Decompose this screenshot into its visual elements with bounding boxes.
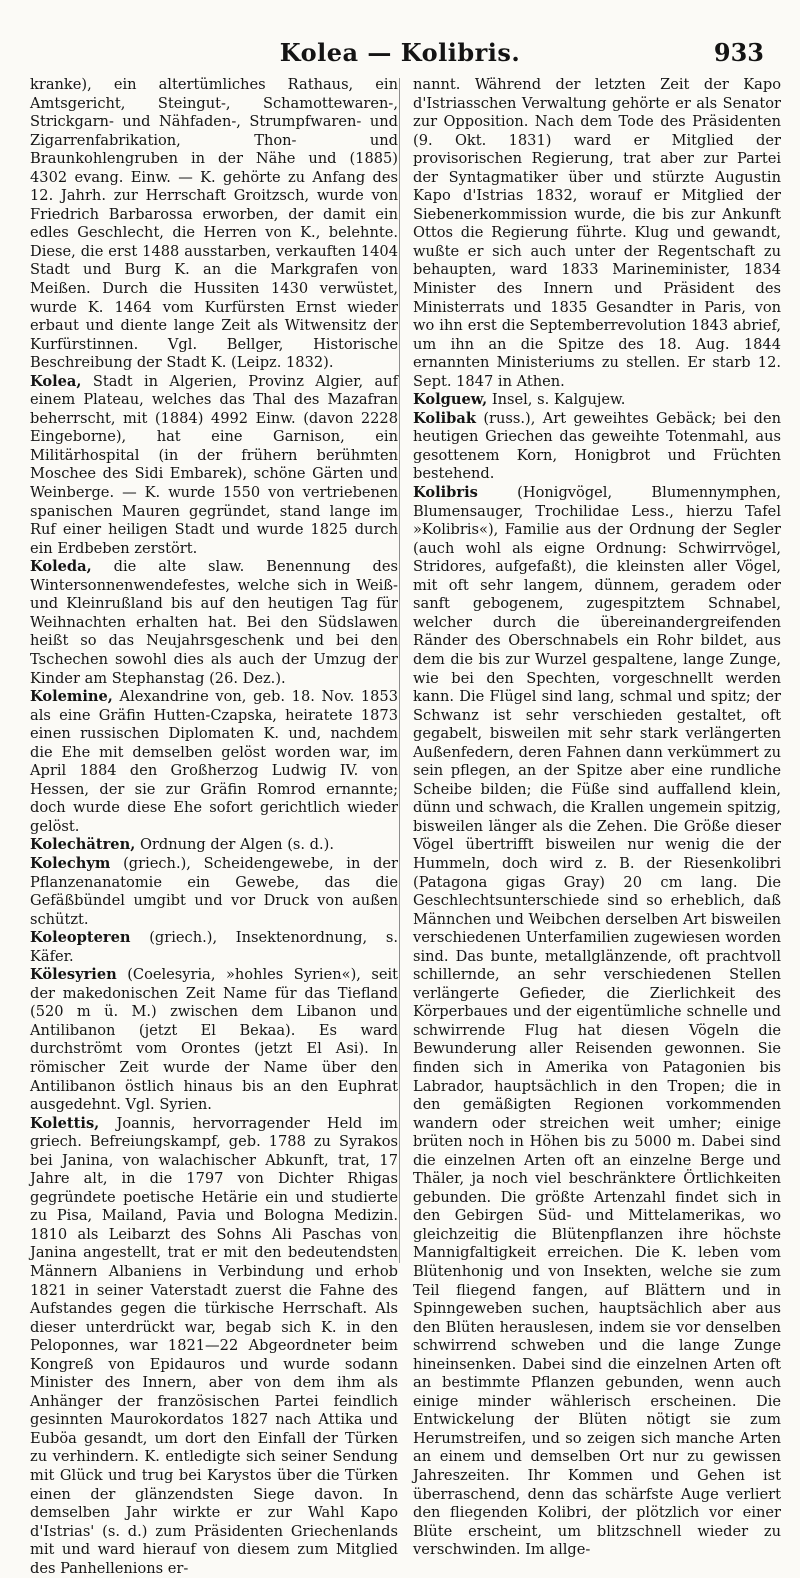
headword: Kolechym [30,854,111,872]
entry-kolea: Kolea, Stadt in Algerien, Provinz Algier, auf einem Plateau, welches das Thal des Mazafran beherrscht, mit (1884) 4992 Einw. (davon 2228 Eingeborne), hat eine Garnison, ein Militärhospital (in der frühern berühmten Moschee des Sidi Embarek), schöne Gärten und Weinberge. — K. wurde 1550 von vertriebenen spanischen Mauren gegründet, stand lange im Ruf einer heiligen Stadt und wurde 1825 durch ein Erdbeben zerstört. [30,372,398,557]
column-divider [399,78,400,1263]
headword: Koleopteren [30,929,131,947]
headword: Kolguew, [413,391,488,409]
entry-continuation: nannt. Während der letzten Zeit der Kapo d'Istriasschen Verwaltung gehörte er als Senator zur Opposition. Nach dem Tode des Präsidenten (9. Okt. 1831) ward er Mitglied der provisorischen Regierung, trat aber zur Partei der Syntagmatiker über und stürzte Augustin Kapo d'Istrias 1832, worauf er Mitglied der Siebenerkommission wurde, die bis zur Ankunft Ottos die Regierung führte. Klug und gewandt, wußte er sich auch unter der Regentschaft zu behaupten, ward 1833 Marineminister, 1834 Minister des Innern und Präsident des Ministerrats und 1835 Gesandter in Paris, von wo ihn erst die Septemberrevolution 1843 abrief, um ihn an die Spitze des 18. Aug. 1844 ernannten Ministeriums zu stellen. Er starb 12. Sept. 1847 in Athen. [413,76,781,390]
headword: Kolibak [413,409,476,427]
running-head: Kolea — Kolibris. [279,38,521,67]
entry-kolettis: Kolettis, Joannis, hervorragender Held im griech. Befreiungskampf, geb. 1788 zu Syrakos bei Janina, von walachischer Abkunft, trat, 17 Jahre alt, in die 1797 von Dichter Rhigas gegründete poetische Hetärie ein und studierte zu Pisa, Mailand, Pavia und Bologna Medizin. 1810 als Leibarzt des Sohns Ali Paschas von Janina angestellt, trat er mit den bedeutendsten Männern Albaniens in Verbindung und erhob 1821 in seiner Vaterstadt zuerst die Fahne des Aufstandes gegen die türkische Herrschaft. Als dieser unterdrückt war, begab sich K. in den Peloponnes, war 1821—22 Abgeordneter beim Kongreß von Epidauros und wurde sodann Minister des Innern, aber von dem ihm als Anhänger der französischen Partei feindlich gesinnten Maurokordatos 1827 nach Attika und Euböa gesandt, um dort den Einfall der Türken zu verhindern. K. entledigte sich seiner Sendung mit Glück und trug bei Karystos über die Türken einen der glänzendsten Siege davon. In demselben Jahr wirkte er zur Wahl Kapo d'Istrias' (s. d.) zum Präsidenten Griechenlands mit und ward hierauf von diesem zum Mitglied des Panhellenions er- [30,1114,398,1577]
headword: Kolemine, [30,688,113,706]
entry-kolemine: Kolemine, Alexandrine von, geb. 18. Nov. 1853 als eine Gräfin Hutten-Czapska, heiratete 1873 einen russischen Diplomaten K. und, nachdem die Ehe mit demselben gelöst worden war, im April 1884 den Großherzog Ludwig IV. von Hessen, der sie zur Gräfin Romrod ernannte; doch wurde diese Ehe sofort gerichtlich wieder gelöst. [30,688,398,835]
headword: Kolettis, [30,1114,100,1132]
entry-koleda: Koleda, die alte slaw. Benennung des Wintersonnenwendefestes, welche sich in Weiß- und Kleinrußland bis auf den heutigen Tag für Weihnachten erhalten hat. Bei den Südslawen heißt so das Neujahrsgeschenk und bei den Tschechen sowohl dies als auch der Umzug der Kinder am Stephanstag (26. Dez.). [30,558,398,687]
entry-kolechaetren: Kolechätren, Ordnung der Algen (s. d.). [30,836,334,854]
entry-koelesyrien: Kölesyrien (Coelesyria, »hohles Syrien«), seit der makedonischen Zeit Name für das Tiefland (520 m ü. M.) zwischen dem Libanon und Antilibanon (jetzt El Bekaa). Es ward durchströmt vom Orontes (jetzt El Asi). In römischer Zeit wurde der Name über den Antilibanon östlich hinaus bis an den Euphrat ausgedehnt. Vgl. Syrien. [30,966,398,1114]
entry-koleopteren: Koleopteren (griech.), Insektenordnung, s. Käfer. [30,929,398,965]
entry-kolibak: Kolibak (russ.), Art geweihtes Gebäck; bei den heutigen Griechen das geweihte Totenmahl, aus gesottenem Korn, Honigbrot und Früchten bestehend. [413,409,782,483]
headword: Kölesyrien [30,966,117,984]
headword: Koleda, [30,558,92,576]
entry-continuation: kranke), ein altertümliches Rathaus, ein Amtsgericht, Steingut-, Schamottewaren-, Strickgarn- und Nähfaden-, Strumpfwaren- und Zigarrenfabrikation, Thon- und Braunkohlengruben in der Nähe und (1885) 4302 evang. Einw. — K. gehörte zu Anfang des 12. Jahrh. zur Herrschaft Groitzsch, wurde von Friedrich Barbarossa erworben, der damit ein edles Geschlecht, die Herren von K., belehnte. Diese, die erst 1488 ausstarben, verkauften 1404 Stadt und Burg K. an die Markgrafen von Meißen. Durch die Hussiten 1430 verwüstet, wurde K. 1464 vom Kurfürsten Ernst wieder erbaut und diente lange Zeit als Witwensitz der Kurfürstinnen. Vgl. Bellger, Historische Beschreibung der Stadt K. (Leipz. 1832). [30,76,398,372]
entry-kolguew: Kolguew, Insel, s. Kalgujew. [413,391,626,409]
headword: Kolibris [413,484,478,502]
entry-kolibris: Kolibris (Honigvögel, Blumennymphen, Blumensauger, Trochilidae Less., hierzu Tafel »Kolibris«), Familie aus der Ordnung der Segler (auch wohl als eigne Ordnung: Schwirrvögel, Stridores, aufgefaßt), die kleinsten aller Vögel, mit oft sehr langem, dünnem, geradem oder sanft gebogenem, zugespitztem Schnabel, welcher durch die übereinandergreifenden Ränder des Oberschnabels ein Rohr bildet, aus dem die bis zur Wurzel gespaltene, lange Zunge, wie bei den Spechten, vorgeschnellt werden kann. Die Flügel sind lang, schmal und spitz; der Schwanz ist sehr verschieden gestaltet, oft gegabelt, bisweilen mit sehr stark verlängerten Außenfedern, deren Fahnen dann verkümmert zu sein pflegen, an der Spitze aber eine rundliche Scheibe bilden; die Füße sind auffallend klein, dünn und schwach, die Krallen ungemein spitzig, bisweilen länger als die Zehen. Die Größe dieser Vögel übertrifft bisweilen nur wenig die der Hummeln, doch wird z. B. der Riesenkolibri (Patagona gigas Gray) 20 cm lang. Die Geschlechtsunterschiede sind so erheblich, daß Männchen und Weibchen derselben Art bisweilen verschiedenen Unterfamilien zugewiesen worden sind. Das bunte, metallglänzende, oft prachtvoll schillernde, an sehr verschiedenen Stellen verlängerte Gefieder, die Zierlichkeit des Körperbaues und der eigentümliche schnelle und schwirrende Flug hat diesen Vögeln die Bewunderung aller Reisenden gewonnen. Sie finden sich in Amerika von Patagonien bis Labrador, hauptsächlich in den Tropen; die in den gemäßigten Regionen vorkommenden wandern oder streichen weit umher; einige brüten noch in Höhen bis zu 5000 m. Dabei sind die einzelnen Arten oft an einzelne Berge und Thäler, ja noch viel beschränktere Örtlichkeiten gebunden. Die größte Artenzahl findet sich in den Gebirgen Süd- und Mittelamerikas, wo gleichzeitig die Blütenpflanzen ihre höchste Mannigfaltigkeit erreichen. Die K. leben vom Blütenhonig und von Insekten, welche sie zum Teil fliegend fangen, auf Blättern und in Spinngeweben suchen, hauptsächlich aber aus den Blüten herauslesen, indem sie vor denselben schwirrend schweben und die lange Zunge hineinsenken. Dabei sind die einzelnen Arten oft an bestimmte Pflanzen gebunden, wenn auch einige minder wählerisch erscheinen. Die Entwickelung der Blüten nötigt sie zum Herumstreifen, und so zeigen sich manche Arten an einem und demselben Ort nur zu gewissen Jahreszeiten. Ihr Kommen und Gehen ist überraschend, denn das schärfste Auge verliert den fliegenden Kolibri, der plötzlich vor einer Blüte erscheint, um blitzschnell wieder zu verschwinden. Im allge- [413,484,781,1559]
right-column [413,76,781,1560]
entry-kolechym: Kolechym (griech.), Scheidengewebe, in der Pflanzenanatomie ein Gewebe, das die Gefäßbündel umgibt und vor Druck von außen schützt. [30,854,398,928]
left-column [30,76,398,1578]
headword: Kolea, [30,372,82,390]
headword: Kolechätren, [30,836,136,854]
page-header [0,38,800,72]
page-number: 933 [713,38,764,67]
